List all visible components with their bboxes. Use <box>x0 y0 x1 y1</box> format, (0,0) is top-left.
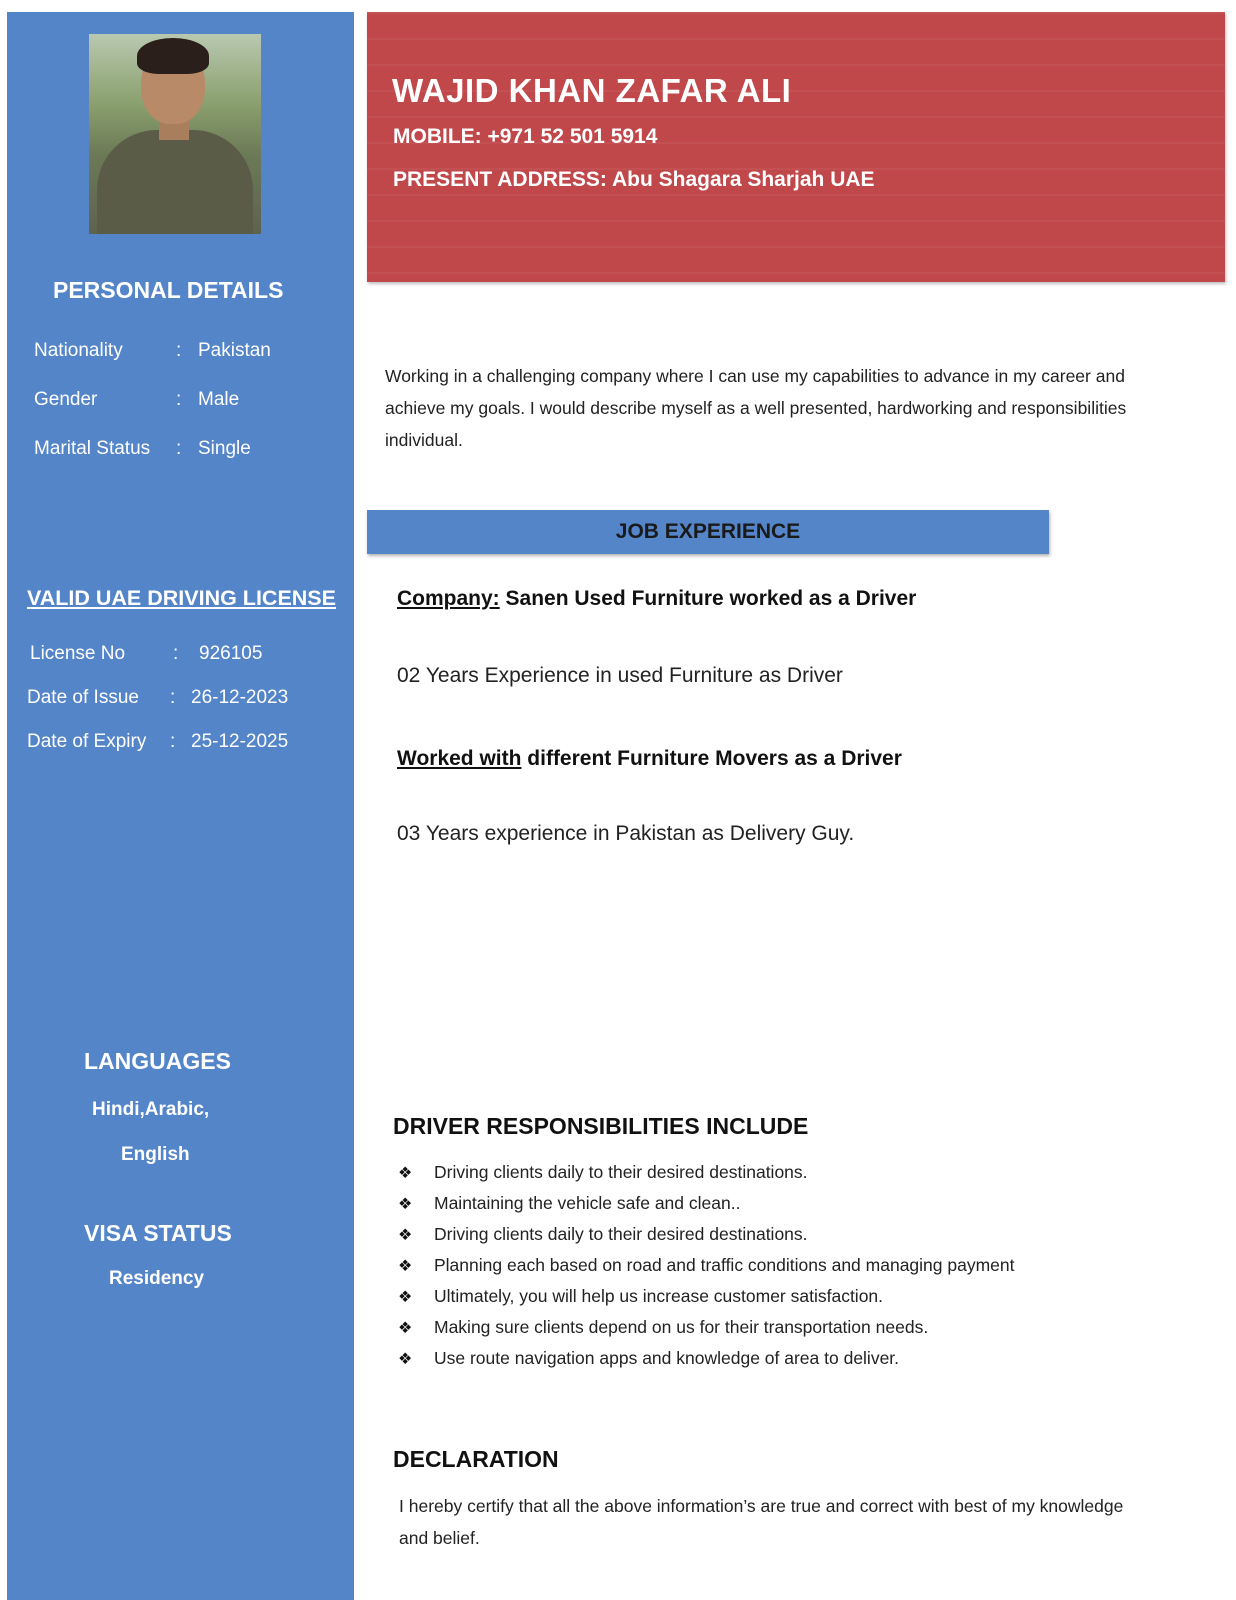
diamond-bullet-icon: ❖ <box>398 1320 413 1337</box>
list-item: ❖ Use route navigation apps and knowledge of area to deliver. <box>398 1343 1015 1374</box>
languages-line-2: English <box>121 1144 190 1165</box>
visa-status-value: Residency <box>109 1268 205 1289</box>
mobile-number: MOBILE: +971 52 501 5914 <box>393 125 658 148</box>
responsibilities-heading: DRIVER RESPONSIBILITIES INCLUDE <box>393 1113 809 1139</box>
worked-with-line <box>397 747 902 771</box>
list-item: ❖ Making sure clients depend on us for their transportation needs. <box>398 1312 1015 1343</box>
diamond-bullet-icon: ❖ <box>398 1165 413 1182</box>
nationality-sep: : <box>176 340 182 361</box>
license-no-sep: : <box>173 643 179 664</box>
languages-heading: LANGUAGES <box>84 1048 231 1074</box>
list-item: ❖ Driving clients daily to their desired destinations. <box>398 1157 1015 1188</box>
marital-status-sep: : <box>176 438 182 459</box>
company-text: Sanen Used Furniture worked as a Driver <box>499 587 917 610</box>
experience-1: 02 Years Experience in used Furniture as Driver <box>397 664 843 687</box>
present-address: PRESENT ADDRESS: Abu Shagara Sharjah UAE <box>393 168 875 191</box>
diamond-bullet-icon: ❖ <box>398 1196 413 1213</box>
expiry-date-label: Date of Expiry <box>27 731 147 752</box>
license-no-label: License No <box>30 643 126 664</box>
marital-status-label: Marital Status <box>34 438 151 459</box>
worked-with-text: different Furniture Movers as a Driver <box>521 747 902 770</box>
company-label: Company: <box>397 587 500 610</box>
visa-status-heading: VISA STATUS <box>84 1220 232 1246</box>
responsibilities-list <box>398 1157 1015 1374</box>
license-heading: VALID UAE DRIVING LICENSE <box>27 586 336 610</box>
profile-photo <box>89 34 261 234</box>
job-experience-heading: JOB EXPERIENCE <box>367 510 1049 554</box>
gender-sep: : <box>176 389 182 410</box>
nationality-value: Pakistan <box>198 340 271 361</box>
languages-line-1: Hindi,Arabic, <box>92 1099 210 1120</box>
diamond-bullet-icon: ❖ <box>398 1258 413 1275</box>
declaration-heading: DECLARATION <box>393 1446 559 1472</box>
diamond-bullet-icon: ❖ <box>398 1289 413 1306</box>
experience-2: 03 Years experience in Pakistan as Delivery Guy. <box>397 822 855 845</box>
company-line <box>397 587 916 611</box>
gender-label: Gender <box>34 389 98 410</box>
issue-date-value: 26-12-2023 <box>191 687 289 708</box>
career-objective: Working in a challenging company where I can use my capabilities to advance in my career and achieve my goals. I would describe myself as a well presented, hardworking and responsibilities individual. <box>385 366 1127 450</box>
worked-with-label: Worked with <box>397 747 522 770</box>
declaration-text: I hereby certify that all the above information’s are true and correct with best of my knowledge and belief. <box>399 1496 1124 1548</box>
personal-details-heading: PERSONAL DETAILS <box>53 277 284 303</box>
diamond-bullet-icon: ❖ <box>398 1227 413 1244</box>
header-banner <box>367 12 1225 282</box>
expiry-date-value: 25-12-2025 <box>191 731 289 752</box>
list-item: ❖ Driving clients daily to their desired destinations. <box>398 1219 1015 1250</box>
gender-value: Male <box>198 389 240 410</box>
license-no-value: 926105 <box>199 643 263 664</box>
nationality-label: Nationality <box>34 340 123 361</box>
list-item: ❖ Ultimately, you will help us increase customer satisfaction. <box>398 1281 1015 1312</box>
marital-status-value: Single <box>198 438 251 459</box>
candidate-name: WAJID KHAN ZAFAR ALI <box>392 72 792 109</box>
issue-date-label: Date of Issue <box>27 687 139 708</box>
list-item: ❖ Maintaining the vehicle safe and clean.. <box>398 1188 1015 1219</box>
list-item: ❖ Planning each based on road and traffic conditions and managing payment <box>398 1250 1015 1281</box>
expiry-date-sep: : <box>170 731 176 752</box>
sidebar <box>7 12 354 1600</box>
issue-date-sep: : <box>170 687 176 708</box>
diamond-bullet-icon: ❖ <box>398 1351 413 1368</box>
